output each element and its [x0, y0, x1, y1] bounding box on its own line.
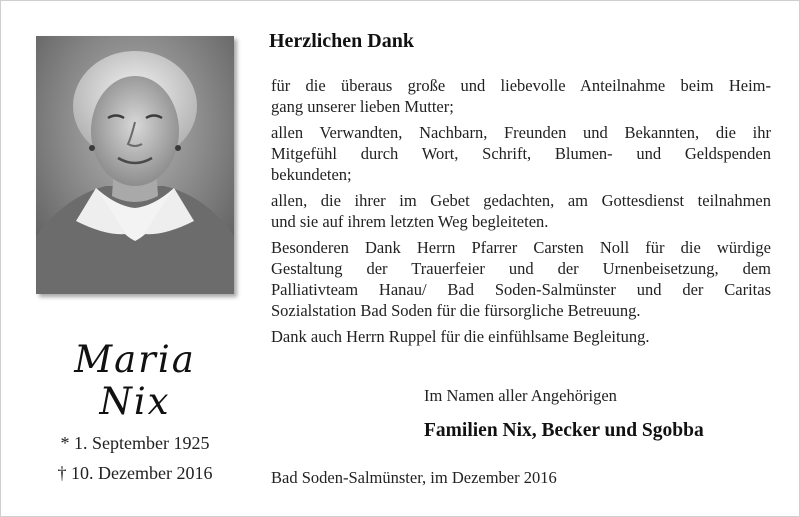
birth-date: * 1. September 1925	[60, 433, 210, 453]
thanks-text	[271, 75, 771, 352]
text-line: Dank auch Herrn Ruppel für die einfühlsame Begleitung.	[271, 327, 650, 346]
text-line: Gestaltung der Trauerfeier und der Urnenbeisetzung, dem	[271, 259, 771, 278]
text-line: gang unserer lieben Mutter;	[271, 97, 454, 116]
text-line: allen Verwandten, Nachbarn, Freunden und Bekannten, die ihr	[271, 123, 771, 142]
text-line: allen, die ihrer im Gebet gedachten, am Gottesdienst teilnahmen	[271, 191, 771, 210]
signature-intro: Im Namen aller Angehörigen	[424, 386, 617, 405]
thanks-paragraph	[271, 190, 771, 232]
deceased-last-name: Nix	[99, 380, 171, 423]
text-line: Sozialstation Bad Soden für die fürsorgliche Betreuung.	[271, 301, 641, 320]
text-line: Mitgefühl durch Wort, Schrift, Blumen- und Geldspenden	[271, 144, 771, 163]
thanks-paragraph	[271, 75, 771, 117]
notice-heading: Herzlichen Dank	[269, 30, 414, 52]
thanks-paragraph	[271, 326, 771, 347]
signature-families: Familien Nix, Becker und Sgobba	[424, 420, 704, 441]
text-line: und sie auf ihrem letzten Weg begleiteten.	[271, 212, 549, 231]
place-and-date: Bad Soden-Salmünster, im Dezember 2016	[271, 468, 557, 487]
death-date: † 10. Dezember 2016	[57, 463, 213, 483]
portrait-image	[36, 36, 234, 294]
thanks-paragraph	[271, 237, 771, 321]
text-line: Besonderen Dank Herrn Pfarrer Carsten Noll für die würdige	[271, 238, 771, 257]
text-line: Palliativteam Hanau/ Bad Soden-Salmünster und der Caritas	[271, 280, 771, 299]
thanks-paragraph	[271, 122, 771, 185]
portrait-photo	[36, 36, 234, 294]
text-line: bekundeten;	[271, 165, 352, 184]
deceased-first-name: Maria	[74, 338, 196, 381]
text-line: für die überaus große und liebevolle Anteilnahme beim Heim-	[271, 76, 771, 95]
